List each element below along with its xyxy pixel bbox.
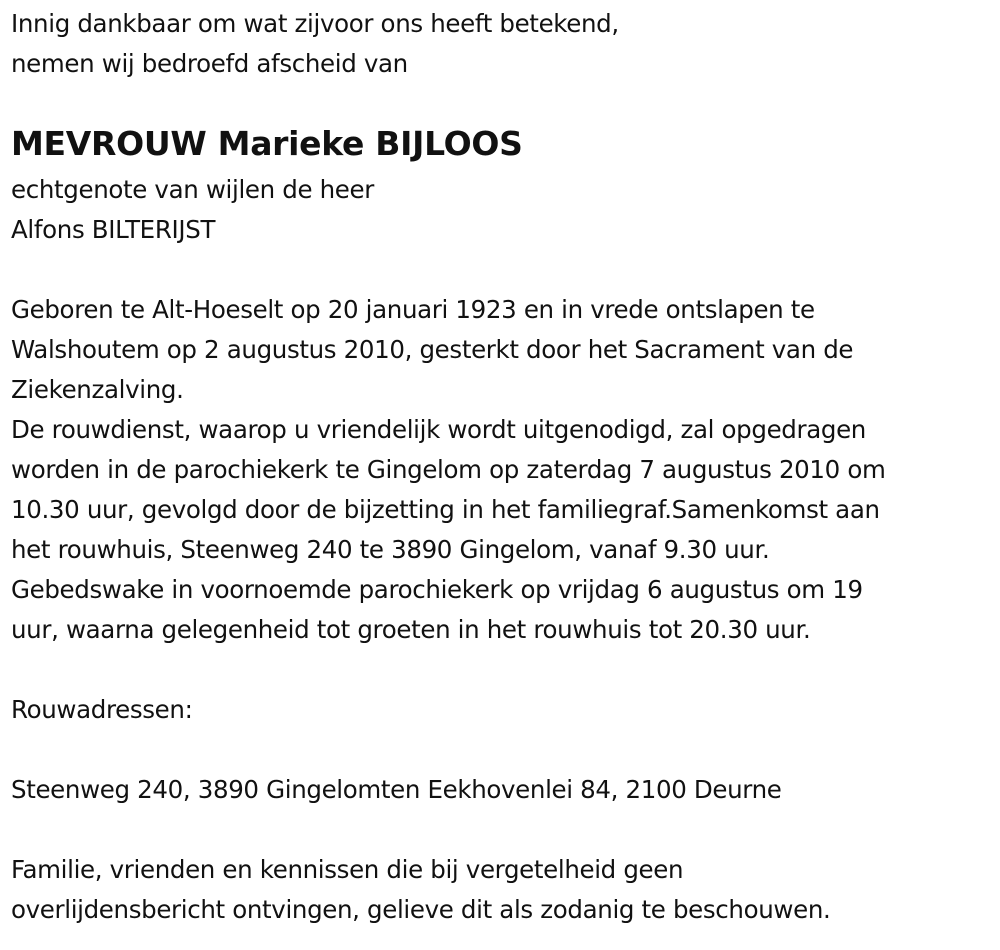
details-line: Geboren te Alt-Hoeselt op 20 januari 1923 en in vrede ontslapen te bbox=[11, 295, 815, 324]
intro-line: Innig dankbaar om wat zijvoor ons heeft betekend, bbox=[11, 9, 619, 38]
details-line: Walshoutem op 2 augustus 2010, gesterkt door het Sacrament van de bbox=[11, 335, 854, 364]
details-line: Gebedswake in voornoemde parochiekerk op vrijdag 6 augustus om 19 bbox=[11, 575, 863, 604]
relation-line: Alfons BILTERIJST bbox=[11, 215, 216, 244]
closing-line: Familie, vrienden en kennissen die bij vergetelheid geen bbox=[11, 855, 684, 884]
relation-text bbox=[11, 170, 991, 250]
relation-line: echtgenote van wijlen de heer bbox=[11, 175, 374, 204]
spacer bbox=[11, 810, 991, 850]
details-paragraph bbox=[11, 290, 991, 650]
addresses-text: Steenweg 240, 3890 Gingelomten Eekhovenlei 84, 2100 Deurne bbox=[11, 775, 782, 804]
deceased-name: MEVROUW Marieke BIJLOOS bbox=[11, 124, 523, 163]
spacer bbox=[11, 730, 991, 770]
intro-line: nemen wij bedroefd afscheid van bbox=[11, 49, 408, 78]
intro-text bbox=[11, 4, 991, 84]
details-line: het rouwhuis, Steenweg 240 te 3890 Gingelom, vanaf 9.30 uur. bbox=[11, 535, 770, 564]
spacer bbox=[11, 250, 991, 290]
details-line: Ziekenzalving. bbox=[11, 375, 184, 404]
spacer bbox=[11, 650, 991, 690]
closing-line: overlijdensbericht ontvingen, gelieve dit als zodanig te beschouwen. bbox=[11, 895, 831, 924]
addresses-heading: Rouwadressen: bbox=[11, 695, 193, 724]
details-line: 10.30 uur, gevolgd door de bijzetting in het familiegraf.Samenkomst aan bbox=[11, 495, 880, 524]
obituary-notice bbox=[11, 4, 991, 930]
details-line: De rouwdienst, waarop u vriendelijk wordt uitgenodigd, zal opgedragen bbox=[11, 415, 866, 444]
closing-text bbox=[11, 850, 991, 930]
details-line: worden in de parochiekerk te Gingelom op zaterdag 7 augustus 2010 om bbox=[11, 455, 886, 484]
details-line: uur, waarna gelegenheid tot groeten in het rouwhuis tot 20.30 uur. bbox=[11, 615, 811, 644]
